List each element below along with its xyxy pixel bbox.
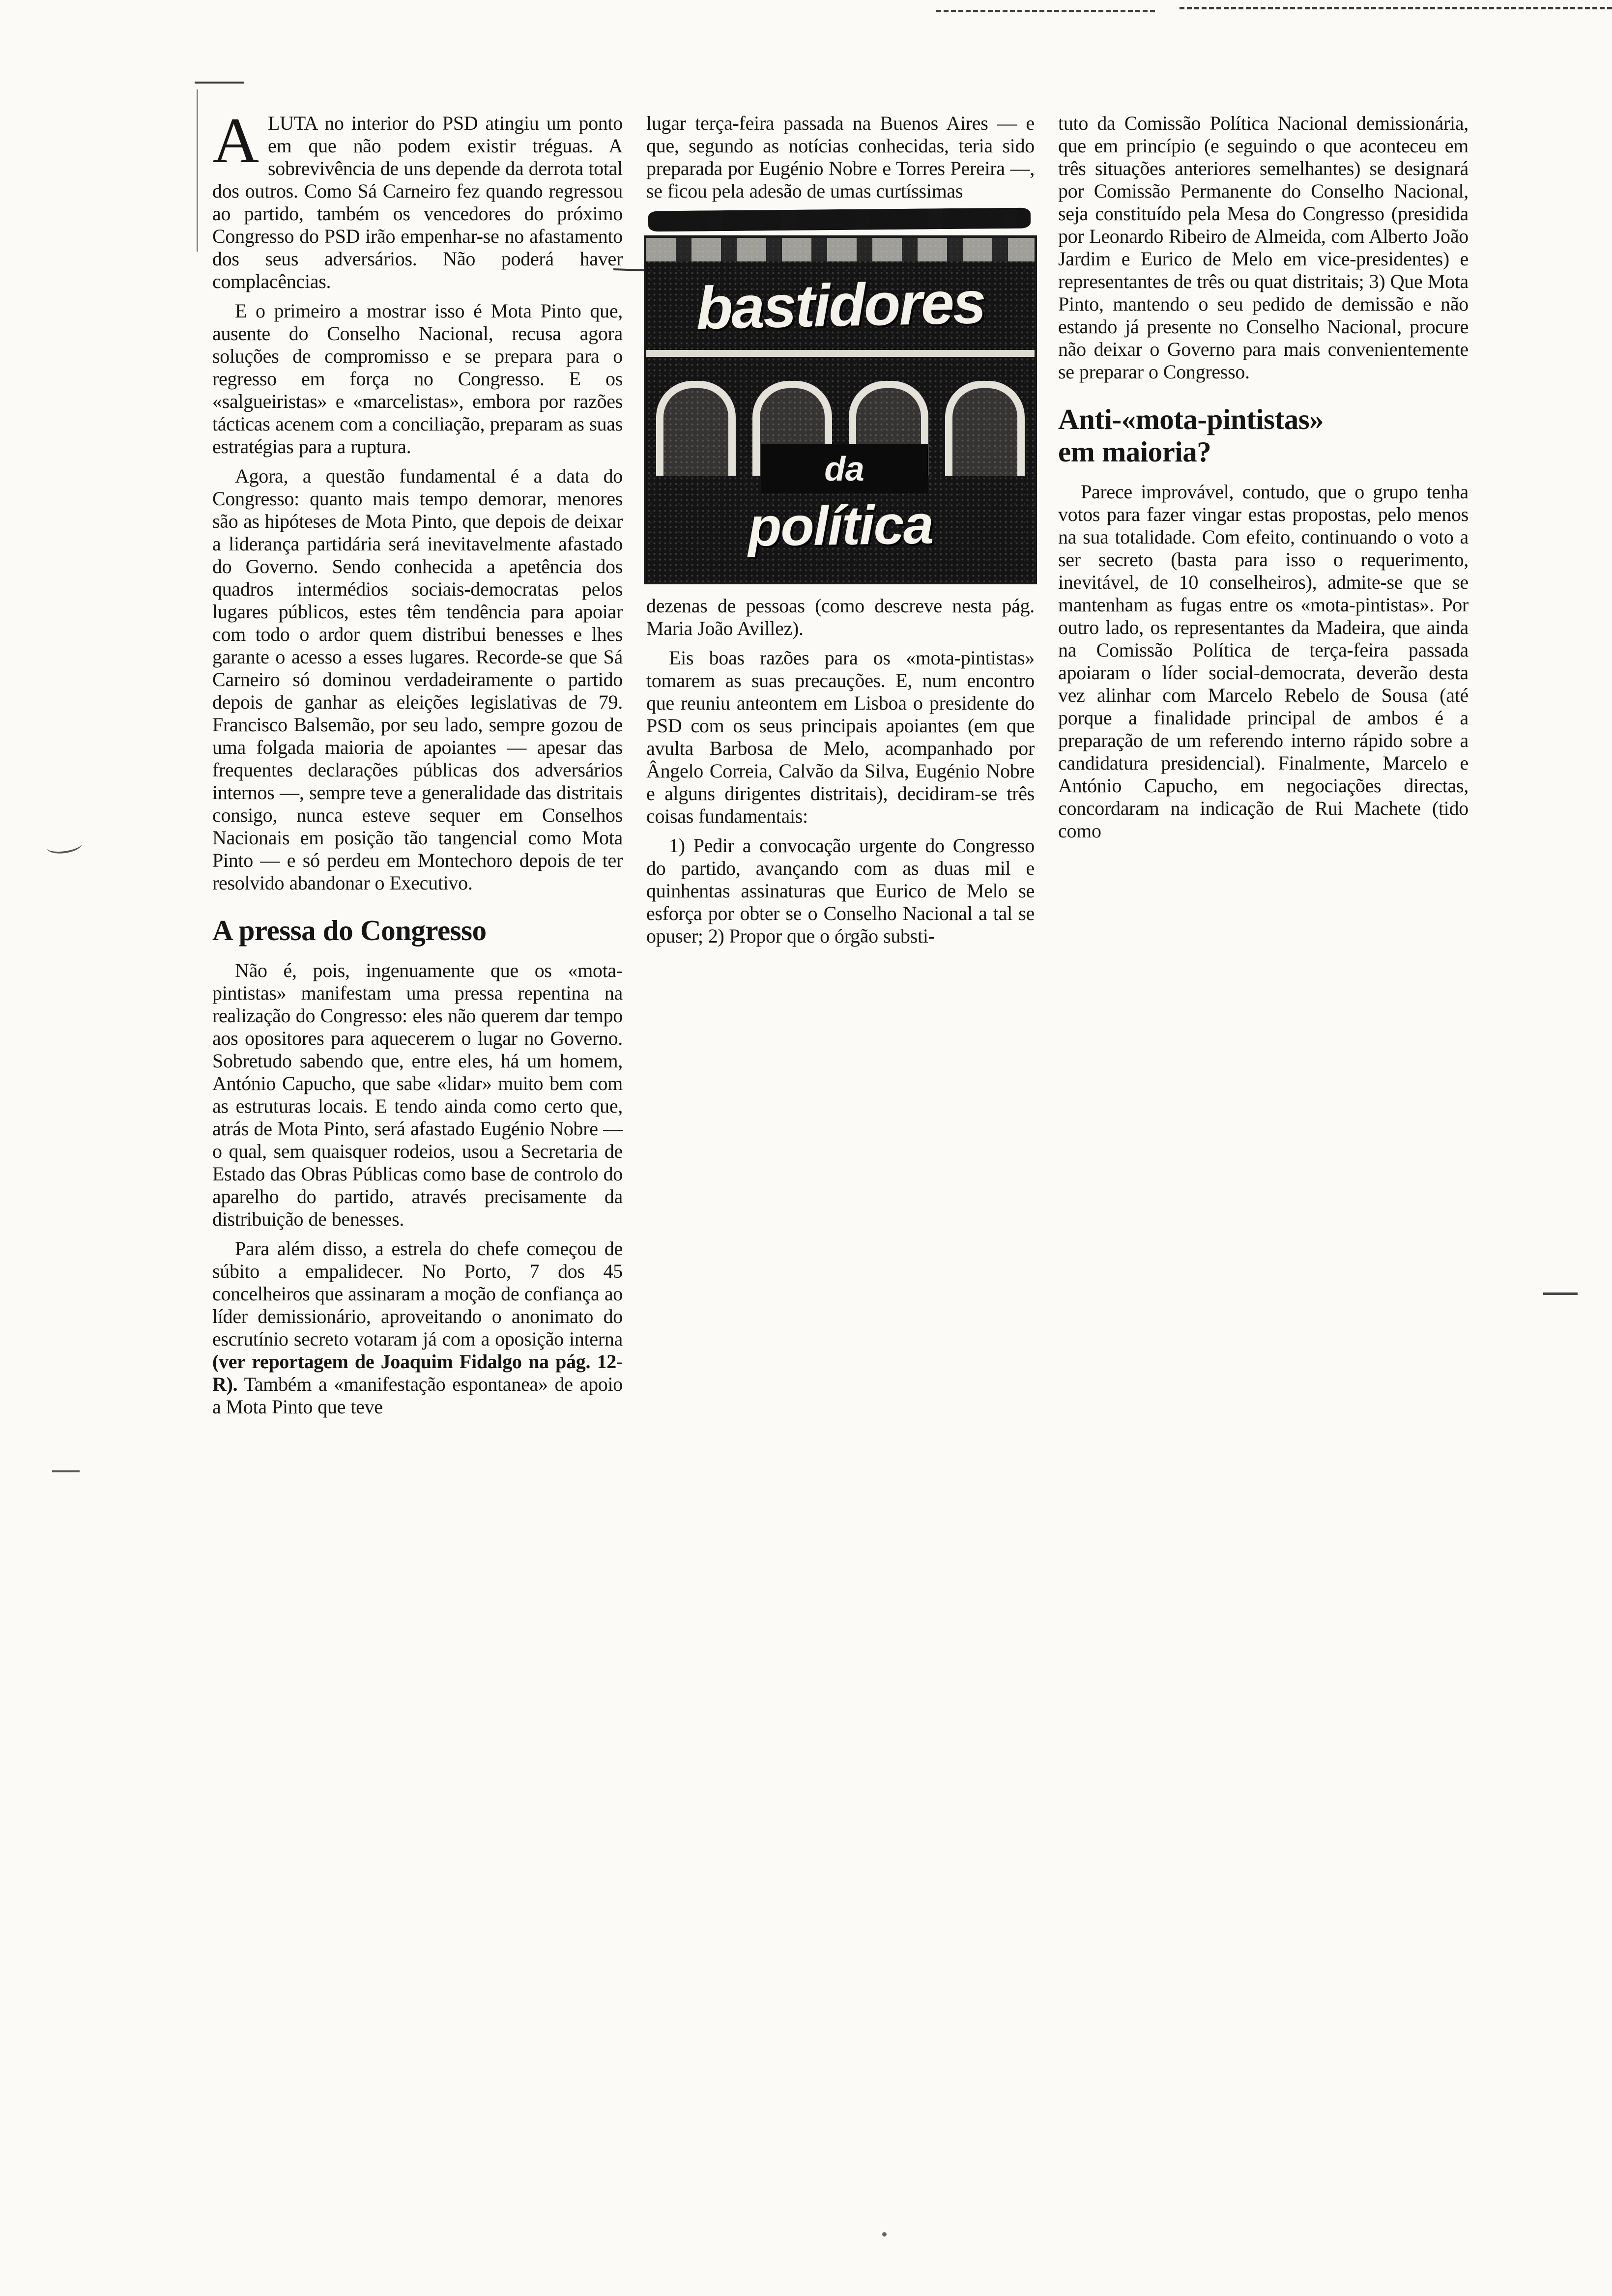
aqueduct-arch [945, 381, 1025, 476]
paragraph: tuto da Comissão Política Nacional demissionária, que em princípio (e seguindo o que aconteceu em três situações anteriores semelhantes) se designará por Comissão Permanente do Conselho Nacional, seja constituído pela Mesa do Congresso (presidida por Leonardo Ribeiro de Almeida, com Alberto João Jardim e Eurico de Melo em vice-presidentes) e representantes de três ou quat distritais; 3) Que Mota Pinto, mantendo o seu pedido de demissão e não estando já presente no Conselho Nacional, procure não deixar o Governo para mais convenientemente se preparar o Congresso. [1058, 112, 1468, 383]
aqueduct-arch [656, 381, 736, 476]
scan-artifact-mark [882, 2232, 887, 2237]
logo-da: da [763, 446, 926, 491]
paragraph: Não é, pois, ingenuamente que os «mota-pintistas» manifestam uma pressa repentina na realização do Congresso: eles não querem dar tempo aos opositores para aquecerem o lugar no Governo. Sobretudo sabendo que, entre eles, há um homem, António Capucho, que sabe «lidar» muito bem com as estruturas locais. E tendo ainda como certo que, atrás de Mota Pinto, será afastado Eugénio Nobre — o qual, sem quaisquer rodeios, usou a Secretaria de Estado das Obras Públicas como base de controlo do aparelho do partido, através precisamente da distribuição de benesses. [212, 959, 623, 1230]
heading-line: Anti-«mota-pintistas» [1058, 403, 1324, 435]
paragraph: 1) Pedir a convocação urgente do Congresso do partido, avançando com as duas mil e quinhentas assinaturas que Eurico de Melo se esforça por obter se o Conselho Nacional a tal se opuser; 2) Propor que o órgão substi- [646, 834, 1035, 947]
column-middle [646, 112, 1035, 1425]
bastidores-da-politica-logo [646, 238, 1035, 582]
scan-artifact-dash [936, 10, 1155, 12]
section-heading [1058, 403, 1468, 468]
scan-artifact-mark [197, 89, 198, 252]
logo-politica: política [748, 493, 933, 558]
paragraph: Eis boas razões para os «mota-pintistas» tomarem as suas precauções. E, num encontro que reuniu anteontem em Lisboa o presidente do PSD com os seus principais apoiantes (em que avulta Barbosa de Melo, acompanhado por Ângelo Correia, Calvão da Silva, Eugénio Nobre e alguns dirigentes distritais), decidiram-se três coisas fundamentais: [646, 647, 1035, 827]
paragraph: lugar terça-feira passada na Buenos Aires — e que, segundo as notícias conhecidas, teria sido preparada por Eugénio Nobre e Torres Pereira —, se ficou pela adesão de umas curtíssimas [646, 112, 1035, 202]
heading-line: em maioria? [1058, 435, 1211, 468]
paragraph: dezenas de pessoas (como descreve nesta pág. Maria João Avillez). [646, 595, 1035, 639]
logo-texture-strip [646, 238, 1035, 261]
paragraph-text: Também a «manifestação espontanea» de apoio a Mota Pinto que teve [212, 1373, 623, 1418]
paragraph: E o primeiro a mostrar isso é Mota Pinto que, ausente do Conselho Nacional, recusa agora soluções de compromisso e se prepara para o regresso em força no Congresso. E os «salgueiristas» e «marcelistas», embora por razões tácticas acenem com a conciliação, preparam as suas estratégias para a ruptura. [212, 300, 623, 458]
logo-title: bastidores [695, 268, 985, 342]
paragraph [212, 104, 623, 293]
paragraph [212, 1237, 623, 1418]
section-heading: A pressa do Congresso [212, 914, 487, 947]
paragraph-text: Para além disso, a estrela do chefe começou de súbito a empalidecer. No Porto, 7 dos 45 concelheiros que assinaram a moção de confiança ao líder demissionário, aproveitando o anonimato do escrutínio secreto votaram já com a oposição interna [212, 1237, 623, 1350]
paragraph-text: LUTA no interior do PSD atingiu um ponto em que não podem existir tréguas. A sobrevivência de uns depende da derrota total dos outros. Como Sá Carneiro fez quando regressou ao partido, também os vencedores do próximo Congresso do PSD irão empenhar-se no afastamento dos seus adversários. Não poderá haver complacências. [212, 112, 623, 292]
scan-artifact-dash [1543, 1292, 1578, 1295]
scan-artifact-mark [195, 82, 244, 84]
dropcap: A [212, 104, 259, 176]
paragraph: Agora, a questão fundamental é a data do Congresso: quanto mais tempo demorar, menores são as hipóteses de Mota Pinto, que depois de deixar a liderança partidária será inevitavelmente afastado do Governo. Sendo conhecida a apetência dos quadros intermédios sociais-democratas pelos lugares públicos, estes têm tendência para apoiar com todo o ardor quem distribui benesses e lhes garante o acesso a esses lugares. Recorde-se que Sá Carneiro só dominou verdadeiramente o partido depois de ganhar as eleições legislativas de 79. Francisco Balsemão, por seu lado, sempre gozou de uma folgada maioria de apoiantes — apesar das frequentes declarações públicas dos adversários internos —, sempre teve a generalidade das distritais consigo, nunca esteve sequer em Conselhos Nacionais em posição tão tangencial como Mota Pinto — e só perdeu em Montechoro depois de ter resolvido abandonar o Executivo. [212, 465, 623, 894]
column-right [1058, 112, 1468, 1425]
cross-reference: (ver reportagem de Joaquim Fidalgo na pág. 12-R). [212, 1350, 623, 1395]
scan-artifact-mark [46, 836, 83, 856]
paragraph: Parece improvável, contudo, que o grupo tenha votos para fazer vingar estas propostas, pelo menos na sua totalidade. Com efeito, continuando o voto a ser secreto (basta para isso o requerimento, inevitável, de 10 conselheiros), admite-se que se mantenham as fugas entre os «mota-pintistas». Por outro lado, os representantes da Madeira, que ainda na Comissão Política de terça-feira passada apoiaram o líder social-democrata, deverão desta vez alinhar com Marcelo Rebelo de Sousa (até porque a finalidade principal de ambos é a preparação de um referendo interno rápido sobre a candidatura presidencial). Finalmente, Marcelo e António Capucho, em negociações directas, concordaram na indicação de Rui Machete (tido como [1058, 481, 1468, 842]
scan-artifact-dash [1180, 7, 1612, 9]
scan-artifact-dash [52, 1470, 80, 1472]
ink-smudge [648, 208, 1031, 232]
article [212, 104, 1468, 1425]
column-left [212, 104, 623, 1425]
